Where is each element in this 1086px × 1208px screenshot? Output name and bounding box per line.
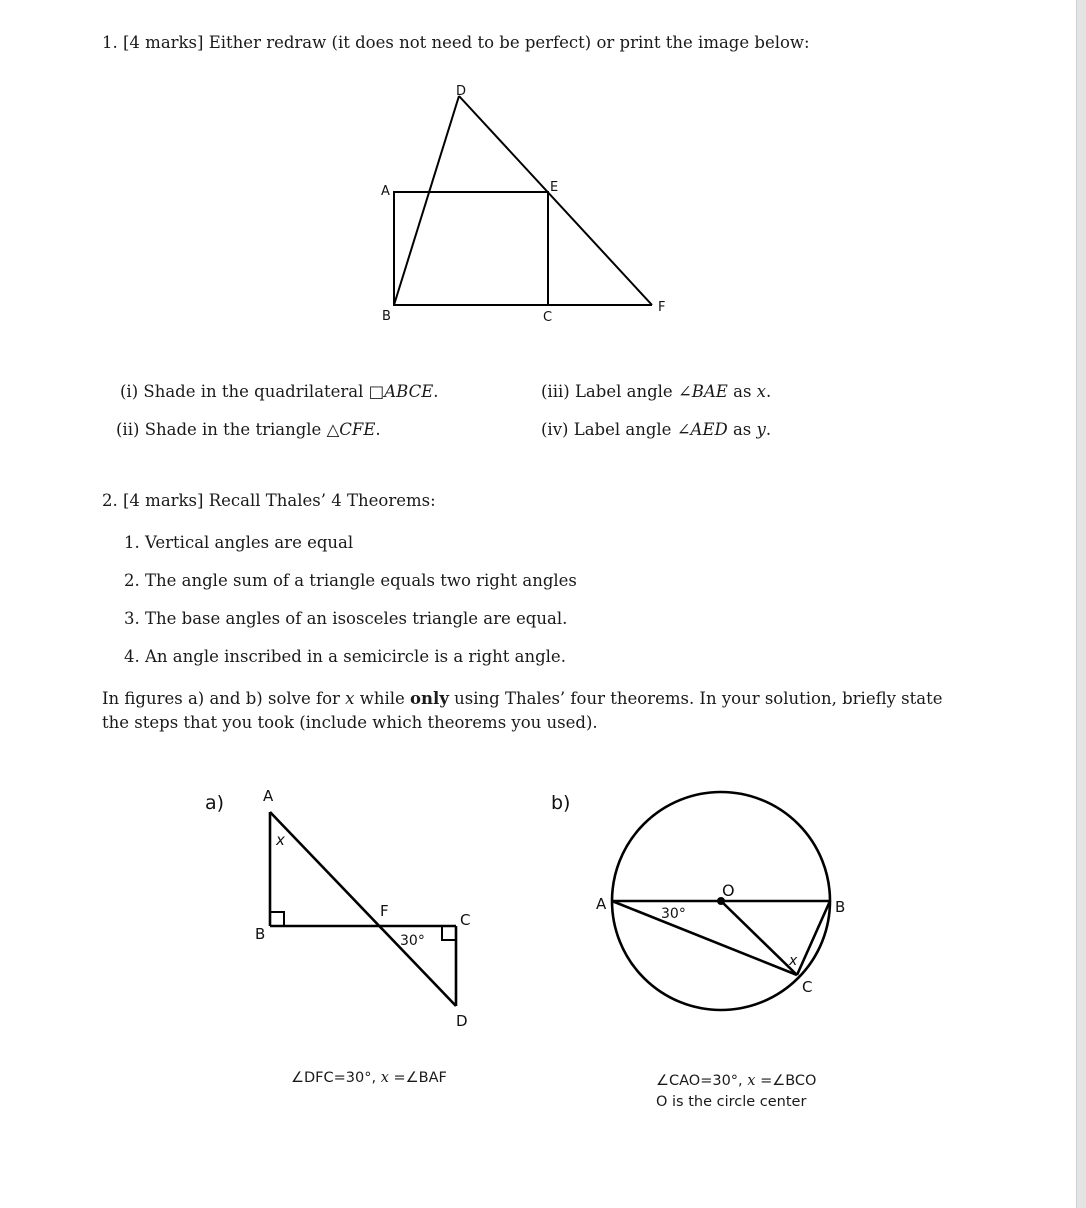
figure-b-tag: b) (551, 792, 571, 814)
radius-oc (721, 901, 797, 975)
fig-a-label-x: x (276, 831, 285, 849)
fig-a-label-f: F (380, 902, 389, 920)
label-e: E (550, 180, 559, 195)
theorem-1: 1. Vertical angles are equal (124, 533, 354, 552)
chord-bc (797, 901, 830, 975)
q2-instructions: In figures a) and b) solve for x while only using Thales’ four theorems. In your solution, briefly state the steps that you took (include which theorems you used). (102, 689, 943, 732)
fig-a-label-c: C (460, 911, 471, 929)
q1-item-ii: (ii) Shade in the triangle △CFE. (116, 420, 381, 439)
q2-prompt: Recall Thales’ 4 Theorems: (208, 491, 436, 510)
q1-marks: [4 marks] (123, 33, 204, 52)
q1-item-iv: (iv) Label angle ∠AED as y. (541, 420, 772, 439)
fig-a-label-b: B (255, 925, 266, 943)
q2-number: 2. (102, 491, 118, 510)
fig-b-label-x: x (789, 953, 798, 969)
fig-a-label-d: D (456, 1012, 468, 1030)
label-c: C (543, 310, 553, 325)
fig-b-angle-label: 30° (661, 906, 686, 922)
figure-b-caption-1: ∠CAO=30°, x =∠BCO (656, 1073, 817, 1089)
label-f: F (658, 300, 666, 315)
fig-a-angle-label: 30° (400, 933, 425, 949)
fig-b-label-b: B (835, 898, 846, 916)
q1-item-i: (i) Shade in the quadrilateral □ABCE. (120, 382, 439, 401)
q1-prompt: Either redraw (it does not need to be perfect) or print the image below: (208, 33, 810, 52)
label-d: D (456, 84, 467, 99)
theorem-4: 4. An angle inscribed in a semicircle is a right angle. (124, 647, 566, 666)
q2-marks: [4 marks] (123, 491, 204, 510)
figure-b-caption-2: O is the circle center (656, 1094, 807, 1110)
q1-number: 1. (102, 33, 118, 52)
theorem-2: 2. The angle sum of a triangle equals two right angles (124, 571, 577, 590)
label-a: A (381, 184, 390, 199)
fig-a-label-a: A (263, 787, 274, 805)
chord-ac (612, 901, 797, 975)
fig-b-label-c: C (802, 978, 813, 996)
fig-b-label-o: O (722, 881, 735, 900)
q1-item-iii: (iii) Label angle ∠BAE as x. (541, 382, 772, 401)
theorem-3: 3. The base angles of an isosceles triangle are equal. (124, 609, 568, 628)
figure-a-caption: ∠DFC=30°, x =∠BAF (291, 1070, 447, 1086)
figure-a-tag: a) (205, 792, 225, 814)
fig-b-label-a: A (596, 895, 607, 913)
label-b: B (382, 309, 391, 324)
